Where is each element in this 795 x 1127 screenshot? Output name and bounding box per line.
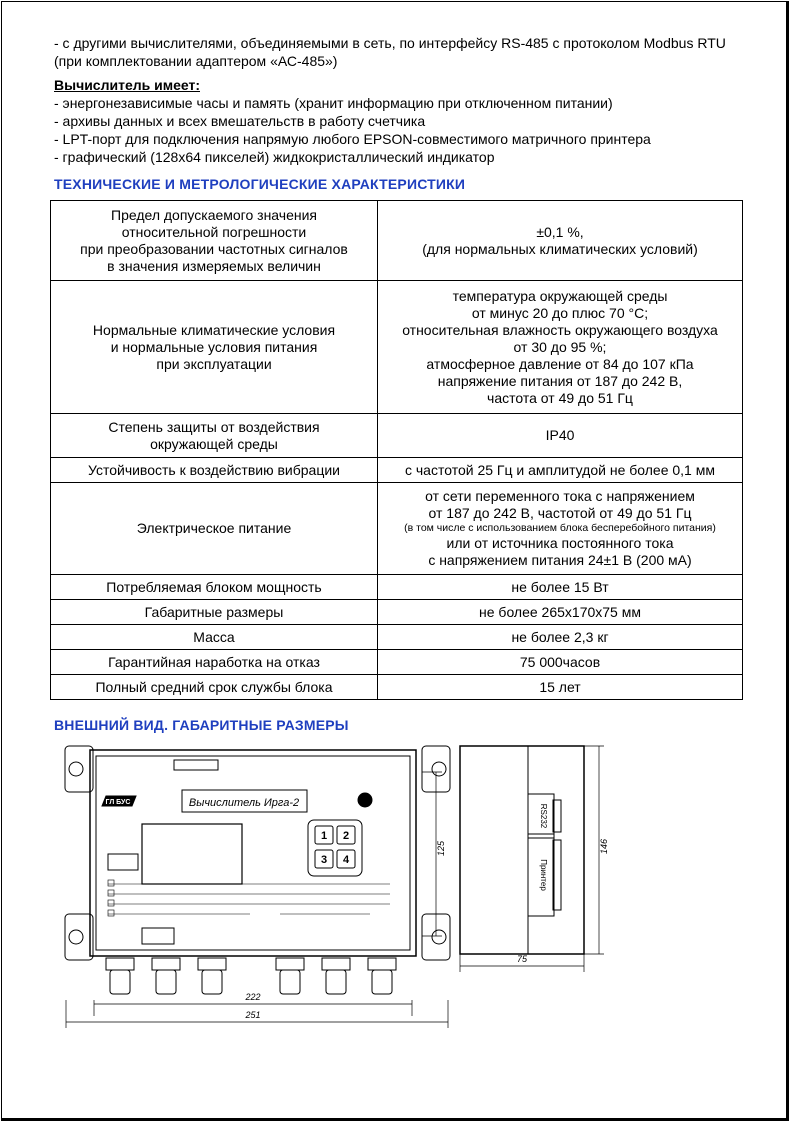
spec-name-line: Масса <box>193 628 235 645</box>
spec-name-line: Электрическое питание <box>136 520 292 536</box>
spec-value-cell <box>378 600 743 625</box>
device-name-label: Вычислитель Ирга-2 <box>188 797 300 809</box>
spec-name-line: Полный средний срок службы блока <box>95 678 333 695</box>
spec-row <box>51 414 743 458</box>
spec-name-cell <box>51 575 378 600</box>
spec-value-line: частота от 49 до 51 Гц <box>487 389 633 406</box>
device-drawing <box>50 738 750 1038</box>
spec-value-line: от сети переменного тока с напряжением <box>425 488 695 504</box>
dimension-125: 125 <box>436 840 446 856</box>
spec-name-cell <box>51 201 378 281</box>
key-label: 1 <box>320 830 328 842</box>
dimension-222: 222 <box>245 992 261 1002</box>
spec-name-cell <box>51 600 378 625</box>
spec-value-line: не более 2,3 кг <box>511 628 609 645</box>
spec-value-cell <box>378 650 743 675</box>
spec-value-line: напряжение питания от 187 до 242 В, <box>437 372 683 389</box>
spec-row <box>51 483 743 575</box>
spec-value-line: не более 15 Вт <box>511 578 609 595</box>
panel-label-plate <box>174 760 218 770</box>
key-label: 3 <box>320 854 328 866</box>
spec-value-line: (в том числе с использованием блока бесперебойного питания) <box>404 522 716 534</box>
spec-value-line: с напряжением питания 24±1 В (200 мА) <box>428 552 692 568</box>
spec-value-line: от минус 20 до плюс 70 °С; <box>471 304 649 321</box>
spec-name-cell <box>51 458 378 483</box>
section-view-title: ВНЕШНИЙ ВИД. ГАБАРИТНЫЕ РАЗМЕРЫ <box>54 717 349 733</box>
spec-name-line: в значения измеряемых величин <box>107 257 321 274</box>
spec-name-cell <box>51 625 378 650</box>
spec-name-line: Нормальные климатические условия <box>92 321 336 338</box>
spec-name-line: Предел допускаемого значения <box>111 206 317 223</box>
dimension-75: 75 <box>516 954 528 964</box>
spec-value-cell <box>378 201 743 281</box>
spec-name-cell <box>51 281 378 414</box>
spec-name-line: Устойчивость к воздействию вибрации <box>88 461 340 478</box>
printer-port-label: Принтер <box>539 859 548 891</box>
lcd-display <box>142 824 242 884</box>
spec-value-line: 15 лет <box>539 678 581 695</box>
dimension-251: 251 <box>245 1010 261 1020</box>
intro-network-bullet: - с другими вычислителями, объединяемыми в сеть, по интерфейсу RS-485 с протоколом Modbus RTU (при комплектовании адаптером «АС-485») <box>54 35 726 69</box>
spec-value-line: с частотой 25 Гц и амплитудой не более 0,1 мм <box>404 461 715 478</box>
spec-value-cell <box>378 625 743 650</box>
dimension-146: 146 <box>599 838 609 854</box>
spec-row <box>51 625 743 650</box>
front-dimensions <box>66 772 448 1028</box>
spec-name-line: и нормальные условия питания <box>110 338 318 355</box>
spec-value-cell <box>378 575 743 600</box>
side-dimensions <box>460 746 604 972</box>
device-body <box>90 750 416 956</box>
menu-diagram <box>108 880 390 916</box>
spec-value-line: или от источника постоянного тока <box>446 535 674 551</box>
serial-plate <box>142 928 174 944</box>
spec-value-cell <box>378 414 743 458</box>
spec-value-line: ±0,1 %, <box>536 223 584 240</box>
spec-row <box>51 600 743 625</box>
spec-name-line: при эксплуатации <box>156 355 272 372</box>
spec-value-line: от 30 до 95 %; <box>513 338 607 355</box>
spec-name-line: Гарантийная наработка на отказ <box>108 653 320 670</box>
spec-name-line: при преобразовании частотных сигналов <box>80 240 348 257</box>
feature-item: - LPT-порт для подключения напрямую любого EPSON-совместимого матричного принтера <box>54 131 651 147</box>
spec-name-cell <box>51 483 378 575</box>
spec-row <box>51 650 743 675</box>
side-view-body <box>460 746 584 954</box>
spec-value-line: (для нормальных климатических условий) <box>422 240 698 257</box>
spec-row <box>51 675 743 700</box>
spec-name-line: относительной погрешности <box>121 223 307 240</box>
spec-name-line: Потребляемая блоком мощность <box>106 578 322 595</box>
cert-mark-icon <box>358 793 372 807</box>
feature-item: - энергонезависимые часы и память (хранит информацию при отключенном питании) <box>54 95 613 111</box>
section-specs-title: ТЕХНИЧЕСКИЕ И МЕТРОЛОГИЧЕСКИЕ ХАРАКТЕРИСТИКИ <box>54 176 466 192</box>
spec-row <box>51 281 743 414</box>
spec-value-line: не более 265x170x75 мм <box>479 603 641 620</box>
spec-value-cell <box>378 675 743 700</box>
cable-glands <box>106 958 396 994</box>
key-label: 4 <box>342 854 350 866</box>
features-title: Вычислитель имеет: <box>54 77 200 93</box>
specs-table <box>50 200 743 700</box>
brand-label: ГЛ БУС <box>105 799 131 806</box>
spec-name-cell <box>51 414 378 458</box>
spec-row <box>51 201 743 281</box>
spec-name-line: окружающей среды <box>150 435 278 452</box>
spec-value-cell <box>378 281 743 414</box>
spec-value-line: атмосферное давление от 84 до 107 кПа <box>426 355 694 372</box>
specs-table-body <box>51 201 743 700</box>
spec-value-line: от 187 до 242 В, частотой от 49 до 51 Гц <box>428 505 692 521</box>
spec-value-line: 75 000часов <box>519 653 601 670</box>
spec-value-cell <box>378 483 743 575</box>
spec-value-line: IP40 <box>545 427 575 443</box>
spec-row <box>51 575 743 600</box>
spec-row <box>51 458 743 483</box>
spec-value-cell <box>378 458 743 483</box>
indicator-label <box>108 854 138 870</box>
device-front-panel <box>96 756 410 950</box>
spec-name-line: Габаритные размеры <box>144 603 284 620</box>
feature-item: - графический (128x64 пикселей) жидкокристаллический индикатор <box>54 149 495 165</box>
spec-name-cell <box>51 675 378 700</box>
mounting-brackets <box>65 746 450 960</box>
feature-item: - архивы данных и всех вмешательств в работу счетчика <box>54 113 426 129</box>
spec-value-line: относительная влажность окружающего воздуха <box>402 321 718 338</box>
key-label: 2 <box>342 830 350 842</box>
rs232-port-label: RS232 <box>539 803 548 829</box>
intro-block <box>54 34 754 166</box>
spec-value-line: температура окружающей среды <box>452 287 668 304</box>
spec-name-line: Степень защиты от воздействия <box>108 418 320 435</box>
spec-name-cell <box>51 650 378 675</box>
